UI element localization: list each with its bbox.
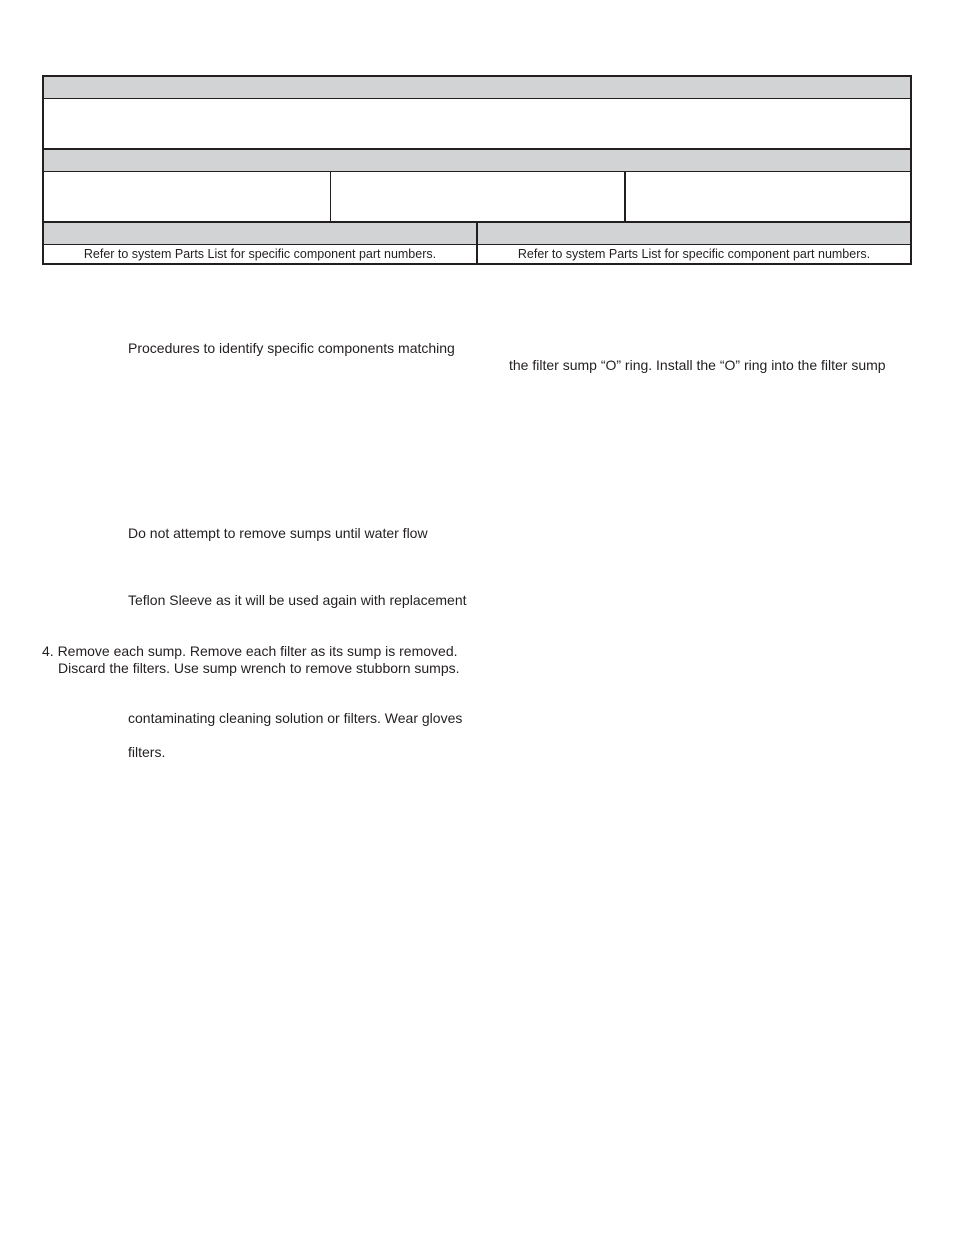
note-identify-components: Procedures to identify specific components matching: [128, 340, 455, 356]
table-header-cell-left: [44, 223, 478, 244]
table-header-row-1: [44, 77, 910, 99]
warning-line-2: filters.: [128, 744, 166, 760]
step-4-line-1: 4. Remove each sump. Remove each filter as its sump is removed.: [42, 643, 458, 659]
o-ring-instruction: the filter sump “O” ring. Install the “O” ring into the filter sump: [509, 357, 886, 373]
maintenance-info-table: [42, 75, 912, 265]
table-header-row-3: [44, 223, 910, 245]
caution-water-flow: Do not attempt to remove sumps until water flow: [128, 525, 428, 541]
table-header-row-2: [44, 150, 910, 172]
table-body-row-1: [44, 99, 910, 150]
table-cell-col-3: [626, 172, 910, 221]
teflon-sleeve-note: Teflon Sleeve as it will be used again with replacement: [128, 592, 467, 608]
table-cell-col-1: [44, 172, 331, 221]
table-body-row-2: [44, 172, 910, 223]
table-cell-col-2: [331, 172, 626, 221]
table-header-cell-right: [478, 223, 910, 244]
table-parts-row: [44, 245, 910, 263]
parts-note-left: Refer to system Parts List for specific component part numbers.: [44, 245, 478, 263]
warning-line-1: contaminating cleaning solution or filters. Wear gloves: [128, 710, 463, 726]
parts-note-right: Refer to system Parts List for specific component part numbers.: [517, 247, 871, 261]
step-4-line-2: Discard the filters. Use sump wrench to remove stubborn sumps.: [58, 660, 460, 676]
